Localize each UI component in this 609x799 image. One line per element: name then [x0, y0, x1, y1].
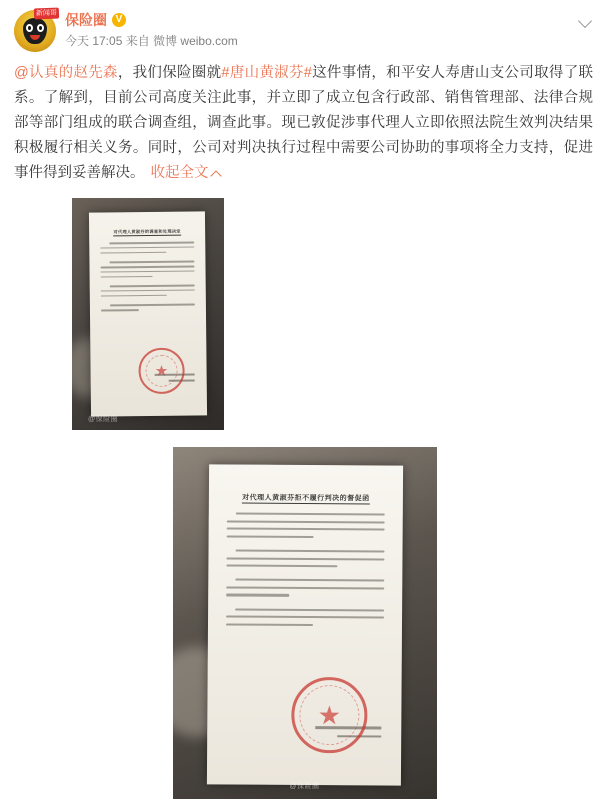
post-source-prefix: 来自 微博 — [125, 34, 178, 48]
document-line — [109, 242, 194, 244]
avatar[interactable] — [14, 10, 56, 52]
document-line — [109, 261, 194, 263]
content-segment-2: 这件事情，和平安人寿唐山支公司取得了联系。了解到，目前公司高度关注此事，并立即了成立包含行政部、销售管理部、法律合规部等部门组成的联合调查组，调查此事。现已敦促涉事代理人立即依照法院生效判决结果积极履行相关义务。同时，公司对判决执行过程中需要公司协助的事项将全力支持，促进事件得到妥善解决。 — [14, 65, 593, 181]
avatar-pupil-left — [28, 26, 31, 30]
document-line — [235, 608, 384, 611]
topic-link[interactable]: #唐山黄淑芬# — [221, 65, 312, 81]
document-line — [235, 579, 384, 582]
document-line — [101, 294, 167, 296]
document-line — [226, 528, 384, 531]
document-line — [100, 251, 166, 253]
document-line — [225, 623, 312, 626]
document-line — [101, 309, 139, 311]
post-header — [0, 0, 609, 52]
document-line — [110, 285, 195, 287]
document-paper-1 — [89, 211, 207, 416]
post-meta — [65, 33, 597, 49]
document-photo-2[interactable] — [173, 447, 437, 799]
chevron-down-icon[interactable] — [579, 14, 593, 28]
collapse-fulltext-button[interactable] — [151, 165, 221, 181]
document-photo-1[interactable] — [72, 198, 224, 430]
document-line — [110, 304, 195, 306]
document-body-lines-2 — [207, 512, 402, 632]
post-header-text — [65, 10, 597, 49]
official-stamp-icon — [138, 348, 184, 394]
stamp-star: ★ — [317, 699, 341, 730]
content-segment-1: ，我们保险圈就 — [117, 65, 222, 81]
username[interactable]: 保险圈 — [65, 12, 107, 28]
chevron-up-icon — [212, 169, 221, 178]
photo-watermark-1: @保险圈 — [88, 416, 119, 423]
document-paper-2 — [206, 464, 402, 785]
document-line — [100, 246, 194, 249]
document-body-lines-1 — [89, 241, 206, 314]
document-line — [226, 565, 337, 568]
photo-watermark-2: @保险圈 — [289, 783, 320, 790]
document-line — [226, 586, 384, 589]
document-line — [226, 520, 384, 523]
post-content — [0, 52, 609, 186]
document-line — [235, 513, 384, 516]
document-line — [101, 270, 195, 273]
document-line — [226, 616, 384, 619]
document-line — [226, 535, 313, 538]
official-stamp-icon — [291, 677, 368, 754]
document-line — [226, 557, 384, 560]
document-line — [226, 594, 289, 597]
stamp-star: ★ — [154, 362, 169, 380]
post-images — [0, 186, 609, 799]
document-title-1: 对代理人黄淑芬的调查和处理决定 — [113, 228, 181, 235]
verified-badge-icon: V — [112, 13, 126, 27]
document-line — [101, 275, 153, 277]
collapse-label: 收起全文 — [150, 165, 209, 181]
document-line — [101, 289, 195, 292]
document-line — [100, 265, 194, 268]
document-line — [235, 549, 384, 552]
post-timestamp: 今天 17:05 — [65, 34, 123, 48]
post-source-link[interactable]: weibo.com — [180, 34, 238, 48]
avatar-badge: 新闻哥 — [34, 8, 59, 20]
username-row — [65, 11, 597, 29]
avatar-pupil-right — [39, 26, 42, 30]
mention-link[interactable]: @认真的赵先森 — [14, 65, 118, 81]
document-title-2: 对代理人黄淑芬拒不履行判决的督促函 — [241, 494, 370, 503]
